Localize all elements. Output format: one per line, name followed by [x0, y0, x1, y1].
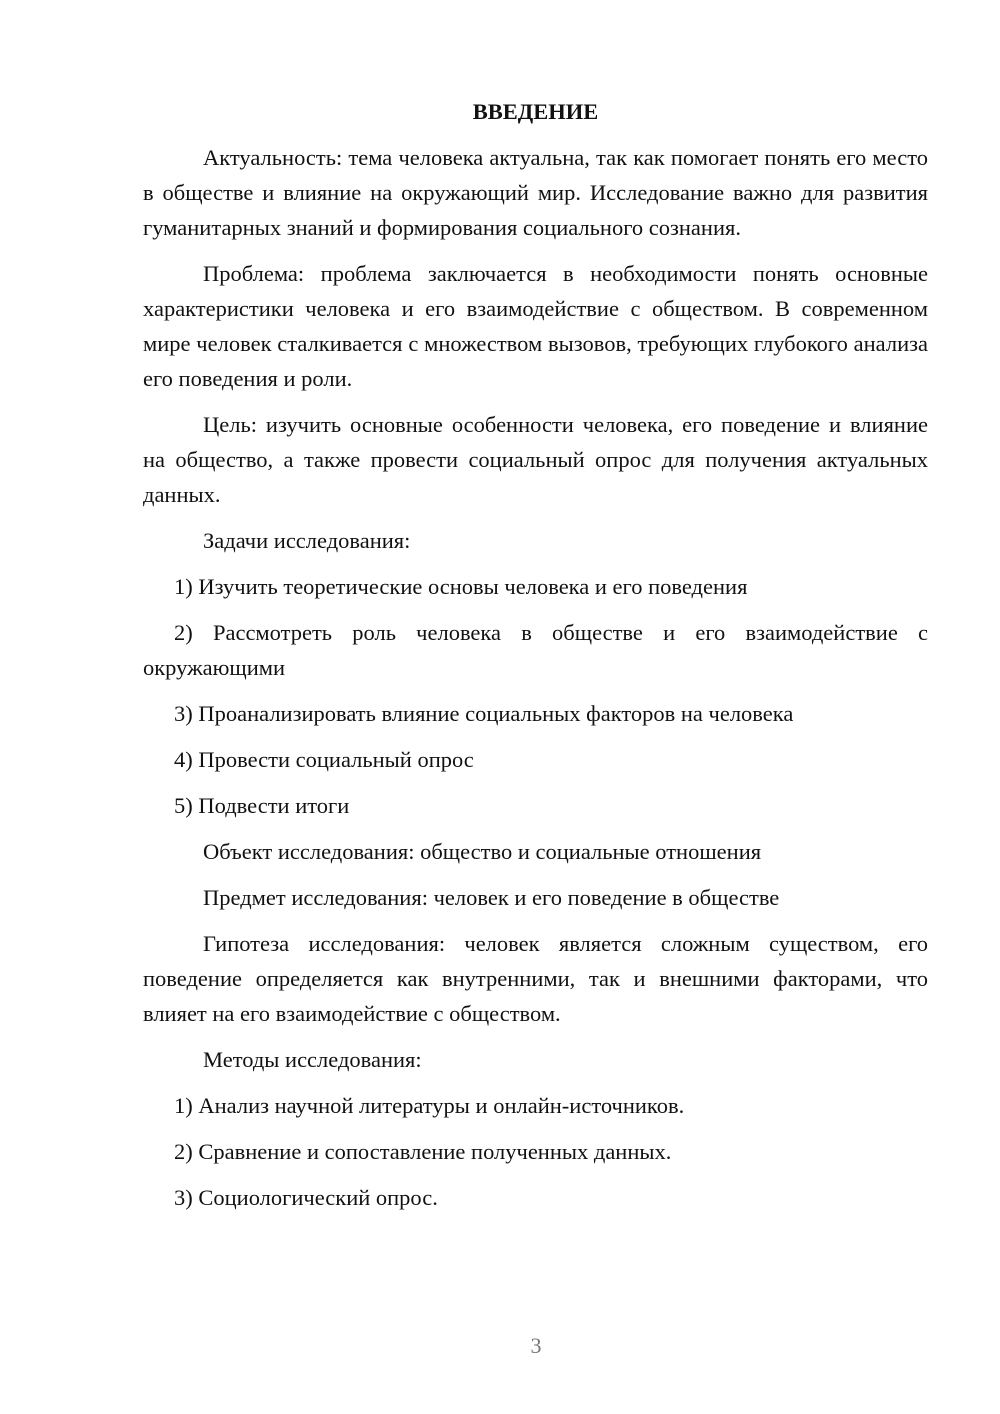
task-item: 3) Проанализировать влияние социальных факторов на человека — [174, 701, 794, 726]
method-item: 3) Социологический опрос. — [174, 1185, 438, 1210]
relevance-paragraph: Актуальность: тема человека актуальна, так как помогает понять его место в обществе и влияние на окружающий мир. Исследование важно для развития гуманитарных знаний и формирования социального сознания. — [143, 145, 928, 240]
problem-paragraph: Проблема: проблема заключается в необходимости понять основные характеристики человека и его взаимодействие с обществом. В современном мире человек сталкивается с множеством вызовов, требующих глубокого анализа его поведения и роли. — [143, 261, 928, 391]
task-item: 2) Рассмотреть роль человека в обществе и его взаимодействие с окружающими — [143, 620, 928, 680]
subject-paragraph: Предмет исследования: человек и его поведение в обществе — [203, 885, 780, 910]
section-heading: ВВЕДЕНИЕ — [472, 99, 599, 124]
task-item: 1) Изучить теоретические основы человека и его поведения — [174, 574, 748, 599]
task-item: 4) Провести социальный опрос — [174, 747, 474, 772]
object-paragraph: Объект исследования: общество и социальные отношения — [203, 839, 762, 864]
hypothesis-paragraph: Гипотеза исследования: человек является сложным существом, его поведение определяется как внутренними, так и внешними факторами, что влияет на его взаимодействие с обществом. — [143, 931, 928, 1026]
method-item: 2) Сравнение и сопоставление полученных данных. — [174, 1139, 672, 1164]
method-item: 1) Анализ научной литературы и онлайн-источников. — [174, 1093, 685, 1118]
methods-title: Методы исследования: — [203, 1047, 422, 1072]
tasks-title: Задачи исследования: — [203, 528, 411, 553]
task-item: 5) Подвести итоги — [174, 793, 350, 818]
page-number: 3 — [530, 1333, 542, 1358]
document-body — [143, 94, 928, 1226]
goal-paragraph: Цель: изучить основные особенности человека, его поведение и влияние на общество, а также провести социальный опрос для получения актуальных данных. — [143, 412, 928, 507]
